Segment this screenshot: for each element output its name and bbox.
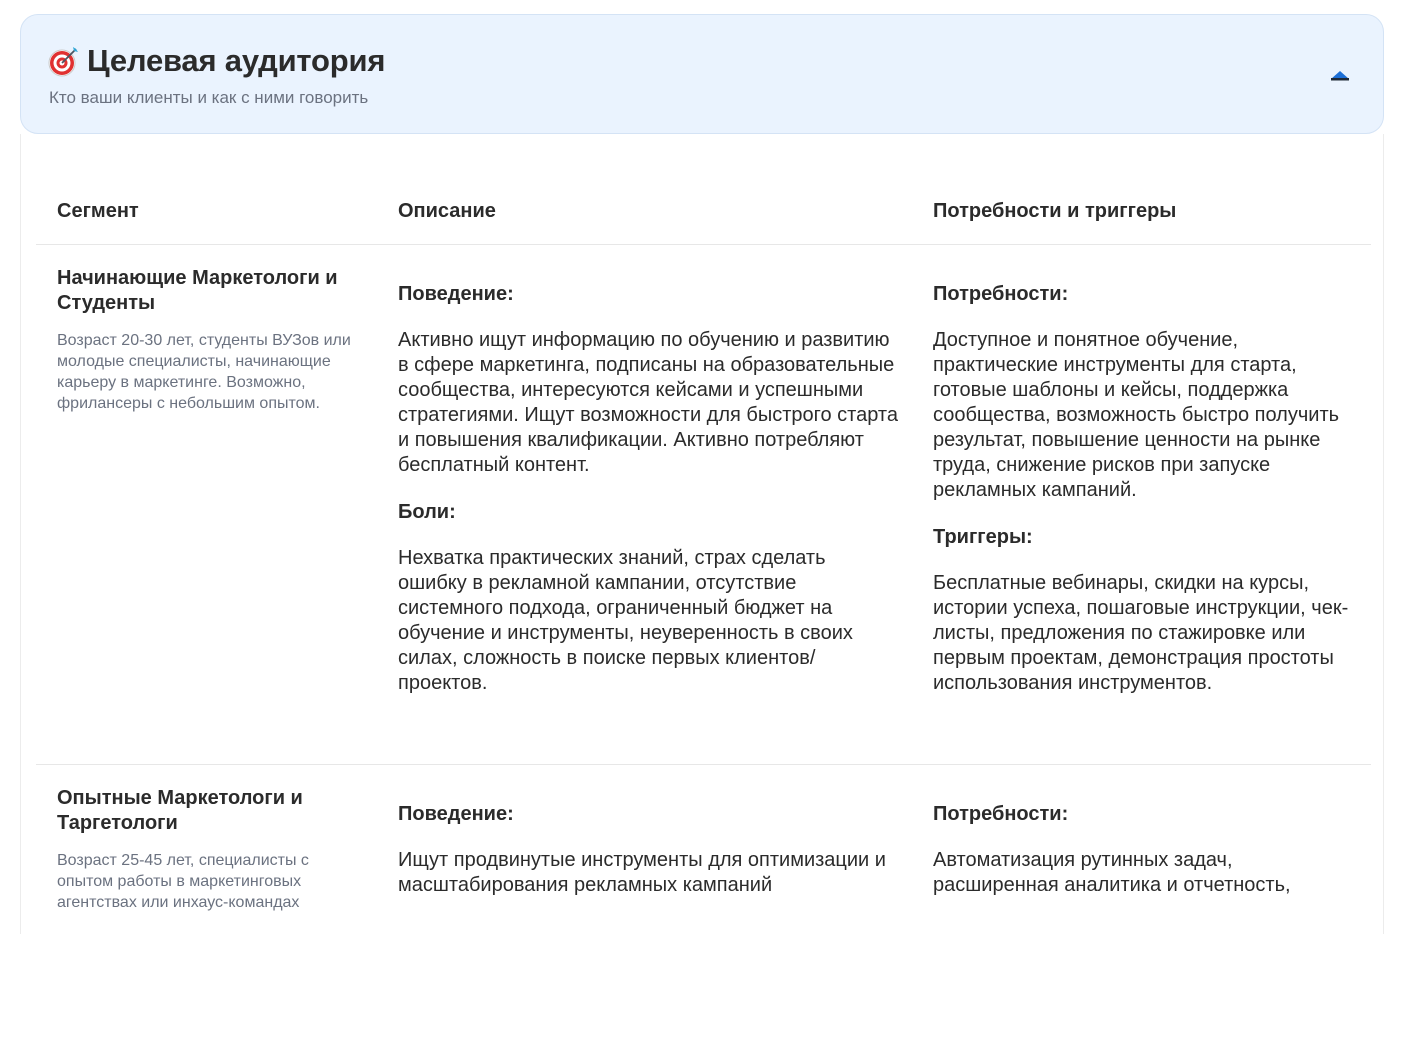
- table-header: [36, 174, 1371, 245]
- section-header[interactable]: [20, 14, 1384, 134]
- section-title: Целевая аудитория: [87, 43, 386, 78]
- needs-cell: [933, 802, 1358, 920]
- pains-label: Боли:: [398, 501, 456, 523]
- column-header-segment: Сегмент: [57, 200, 139, 222]
- description-cell: [398, 802, 898, 920]
- segment-cell: [57, 266, 357, 414]
- description-cell: [398, 282, 898, 718]
- needs-label: Потребности:: [933, 803, 1069, 825]
- segment-name: Начинающие Маркетологи и Студенты: [57, 267, 338, 314]
- table-row: [36, 764, 1371, 1064]
- segment-name: Опытные Маркетологи и Таргетологи: [57, 787, 303, 834]
- needs-cell: [933, 282, 1358, 718]
- target-icon: [47, 44, 81, 78]
- title-row: [47, 43, 385, 79]
- section-subtitle: Кто ваши клиенты и как с ними говорить: [49, 88, 369, 107]
- table-row: [36, 244, 1371, 765]
- segment-description: Возраст 25-45 лет, специалисты с опытом работы в маркетинговых агентствах или инхаус-командах: [57, 852, 309, 911]
- collapse-toggle-button[interactable]: [1327, 65, 1353, 85]
- triggers-text: Бесплатные вебинары, скидки на курсы, истории успеха, пошаговые инструкции, чек-листы, предложения по стажировке или первым проектам, демонстрация простоты использования инструментов.: [933, 572, 1349, 694]
- pains-text: Нехватка практических знаний, страх сделать ошибку в рекламной кампании, отсутствие системного подхода, ограниченный бюджет на обучение и инструменты, неуверенность в своих силах, сложность в поиске первых клиентов/проектов.: [398, 547, 853, 694]
- segment-description: Возраст 20-30 лет, студенты ВУЗов или молодые специалисты, начинающие карьеру в маркетинге. Возможно, фрилансеры с небольшим опытом.: [57, 332, 351, 412]
- behavior-label: Поведение:: [398, 803, 514, 825]
- behavior-label: Поведение:: [398, 283, 514, 305]
- column-header-description: Описание: [398, 200, 496, 222]
- segment-cell: [57, 786, 357, 913]
- behavior-text: Активно ищут информацию по обучению и развитию в сфере маркетинга, подписаны на образовательные сообщества, интересуются кейсами и успешными стратегиями. Ищут возможности для быстрого старта и повышения квалификации. Активно потребляют бесплатный контент.: [398, 329, 898, 476]
- needs-text: Доступное и понятное обучение, практические инструменты для старта, готовые шаблоны и кейсы, поддержка сообщества, возможность быстро получить результат, повышение ценности на рынке труда, снижение рисков при запуске рекламных кампаний.: [933, 329, 1340, 501]
- column-header-needs: Потребности и триггеры: [933, 200, 1177, 222]
- triggers-label: Триггеры:: [933, 526, 1033, 548]
- needs-text: Автоматизация рутинных задач, расширенная аналитика и отчетность,: [933, 849, 1291, 896]
- behavior-text: Ищут продвинутые инструменты для оптимизации и масштабирования рекламных кампаний: [398, 849, 886, 896]
- needs-label: Потребности:: [933, 283, 1069, 305]
- audience-table-container: [20, 134, 1384, 934]
- chevron-up-icon: [1329, 68, 1351, 82]
